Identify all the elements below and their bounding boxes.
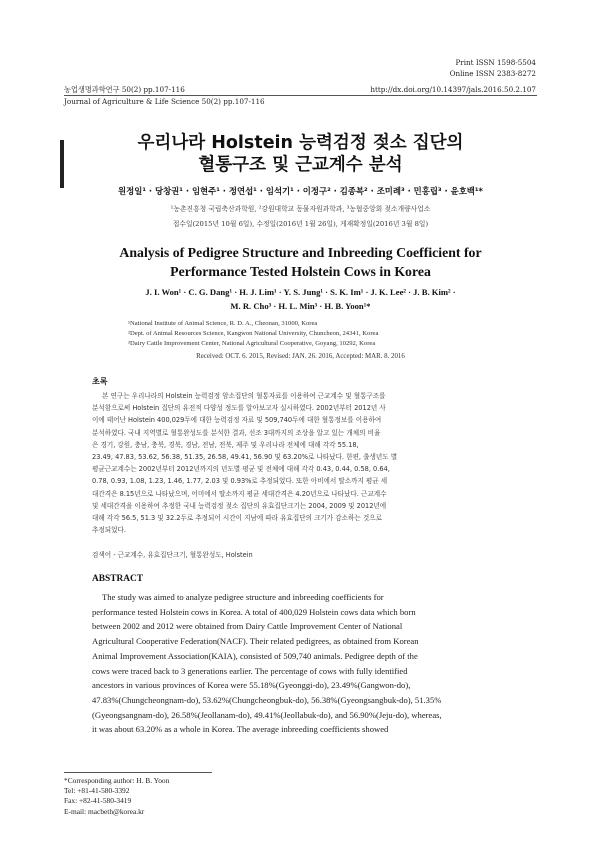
title-ko-line2: 혈통구조 및 근교계수 분석 (198, 155, 403, 175)
title-en-line2: Performance Tested Holstein Cows in Korea (170, 264, 431, 279)
abstract-ko-line: 0.78, 0.93, 1.08, 1.23, 1.46, 1.77, 2.03 및 0.93%로 추정되었다. 또한 아비에서 딸소까지 평균 세 (92, 477, 388, 486)
abstract-en-heading: ABSTRACT (92, 574, 144, 584)
abstract-ko-line: 평균근교계수는 2002년부터 2012년까지의 년도별 평균 및 전체에 대해 각각 0.43, 0.44, 0.58, 0.64, (92, 465, 390, 474)
header-rule (64, 95, 537, 96)
footnote-rule (64, 772, 212, 773)
abstract-ko-line: 분석하였다. 국내 지역별로 혈통완성도를 분석한 결과, 선조 3대까지의 조상을 알고 있는 개체의 비율 (92, 428, 381, 437)
abstract-en-line: ancestors in various provinces of Korea were 55.18%(Gyeonggi-do), 23.49%(Gangwon-do), (92, 680, 411, 691)
abstract-en-line: 47.83%(Chungcheongnam-do), 53.62%(Chungcheongbuk-do), 56.38%(Gyeongsangbuk-do), 51.35% (92, 694, 442, 705)
journal-en: Journal of Agriculture & Life Science 50(2) pp.107-116 (64, 97, 265, 106)
abstract-ko-line: 대해 각각 56.5, 51.3 및 32.2두로 추정되어 시간이 지남에 따라 유효집단의 크기가 감소하는 것으로 (92, 514, 382, 523)
received-en: Received: OCT. 6. 2015, Revised: JAN. 26. 2016, Accepted: MAR. 8. 2016 (196, 353, 405, 360)
abstract-en-line: Agricultural Cooperative Federation(NACF). Their related pedigrees, as obtained from Korean (92, 636, 419, 647)
abstract-ko-line: 및 세대간격을 이용하여 추정한 국내 능력검정 젖소 집단의 유효집단크기는 2004, 2009 및 2012년에 (92, 501, 387, 510)
abstract-en-line: cows were traced back to 3 generations earlier. The percentage of cows with fully identified (92, 665, 408, 676)
authors-en-line2: M. R. Cho³ · H. L. Min³ · H. B. Yoon¹* (230, 301, 371, 311)
keywords-ko: 검색어 - 근교계수, 유효집단크기, 혈통완성도, Holstein (92, 551, 253, 559)
doi-link[interactable]: http://dx.doi.org/10.14397/jals.2016.50.2.107 (370, 85, 536, 94)
abstract-en-line: Animal Improvement Association(KAIA), consisted of 509,740 animals. Pedigree depth of the (92, 650, 418, 661)
abstract-ko-heading: 초록 (92, 377, 108, 386)
abstract-ko-line: 대간격은 8.15년으로 나타났으며, 어미에서 딸소까지 평균 세대간격은 4.20년으로 나타났다. 근교계수 (92, 489, 387, 498)
abstract-en-line: performance tested Holstein cows in Korea. A total of 400,029 Holstein cows data which born (92, 606, 416, 617)
abstract-ko-line: 본 연구는 우리나라의 Holstein 능력검정 암소집단의 혈통자료를 이용하여 근교계수 및 혈통구조를 (102, 392, 386, 400)
footnote-tel: Tel: +81-41-580-3392 (64, 786, 130, 796)
abstract-en-line: (Gyeongsangnam-do), 26.58%(Jeollanam-do), 49.41%(Jeollabuk-do), and 56.90%(Jeju-do), whereas, (92, 709, 442, 720)
abstract-ko-body (92, 390, 510, 536)
abstract-ko-line: 분석함으로써 Holstein 집단의 유전적 다양성 정도를 알아보고자 실시하였다. 2002년부터 2012년 사 (92, 404, 386, 413)
abstract-en-body (92, 590, 510, 737)
abstract-ko-line: 23.49, 47.83, 53.62, 56.38, 51.35, 26.58, 49.41, 56.90 및 63.20%로 나타났다. 한편, 출생년도 별 (92, 453, 398, 462)
abstract-en-line: between 2002 and 2012 were obtained from Dairy Cattle Improvement Center of National (92, 621, 403, 632)
affiliation-en-2: ²Dept. of Animal Resources Science, Kangwon National University, Chuncheon, 24341, Korea (128, 330, 379, 337)
footnote-email[interactable]: E-mail: macbeth@korea.kr (64, 806, 145, 816)
authors-ko: 원정일¹ · 당창권¹ · 임현주¹ · 정연섭¹ · 임석기¹ · 이정구² · 김종복² · 조미례³ · 민홍립³ · 윤호백¹* (118, 186, 483, 196)
online-issn: Online ISSN 2383-8272 (449, 69, 536, 78)
authors-en-line1: J. I. Won¹ · C. G. Dang¹ · H. J. Lim¹ · Y. S. Jung¹ · S. K. Im¹ · J. K. Lee² · J. B. Kim² · (145, 287, 456, 297)
abstract-ko-line: 추정되었다. (92, 526, 126, 535)
footnote-block (64, 776, 169, 817)
footnote-fax: Fax: +82-41-580-3419 (64, 796, 132, 806)
affiliation-en-3: ³Dairy Cattle Improvement Center, National Agricultural Cooperative, Goyang, 10292, Korea (128, 340, 376, 347)
title-ko-line1: 우리나라 Holstein 능력검정 젖소 집단의 (137, 133, 464, 153)
affiliations-ko: ¹농촌진흥청 국립축산과학원, ²강원대학교 동물자원과학과, ³농협중앙회 젖소개량사업소 (170, 205, 431, 213)
abstract-en-line: it was about 63.20% as a whole in Korea. The average inbreeding coefficients showed (92, 724, 389, 735)
abstract-ko-line: 은 경기, 강원, 충남, 충북, 경북, 경남, 전남, 전북, 제주 및 우리나라 전체에 대해 각각 55.18, (92, 440, 359, 449)
received-ko: 접수일(2015년 10월 6일), 수정일(2016년 1월 26일), 게재확정일(2016년 3월 8일) (172, 220, 429, 228)
journal-ko: 농업생명과학연구 50(2) pp.107-116 (64, 85, 185, 94)
affiliation-en-1: ¹National Institute of Animal Science, R. D. A., Cheonan, 31000, Korea (128, 320, 318, 327)
abstract-en-line: The study was aimed to analyze pedigree structure and inbreeding coefficients for (102, 592, 384, 602)
abstract-ko-line: 이에 태어난 Holstein 400,029두에 대한 능력검정 자료 및 509,740두에 대한 혈통정보를 이용하여 (92, 416, 382, 425)
corresponding-author: *Corresponding author: H. B. Yoon (64, 776, 170, 785)
title-en-line1: Analysis of Pedigree Structure and Inbreeding Coefficient for (119, 245, 482, 260)
print-issn: Print ISSN 1598-5504 (455, 58, 536, 67)
